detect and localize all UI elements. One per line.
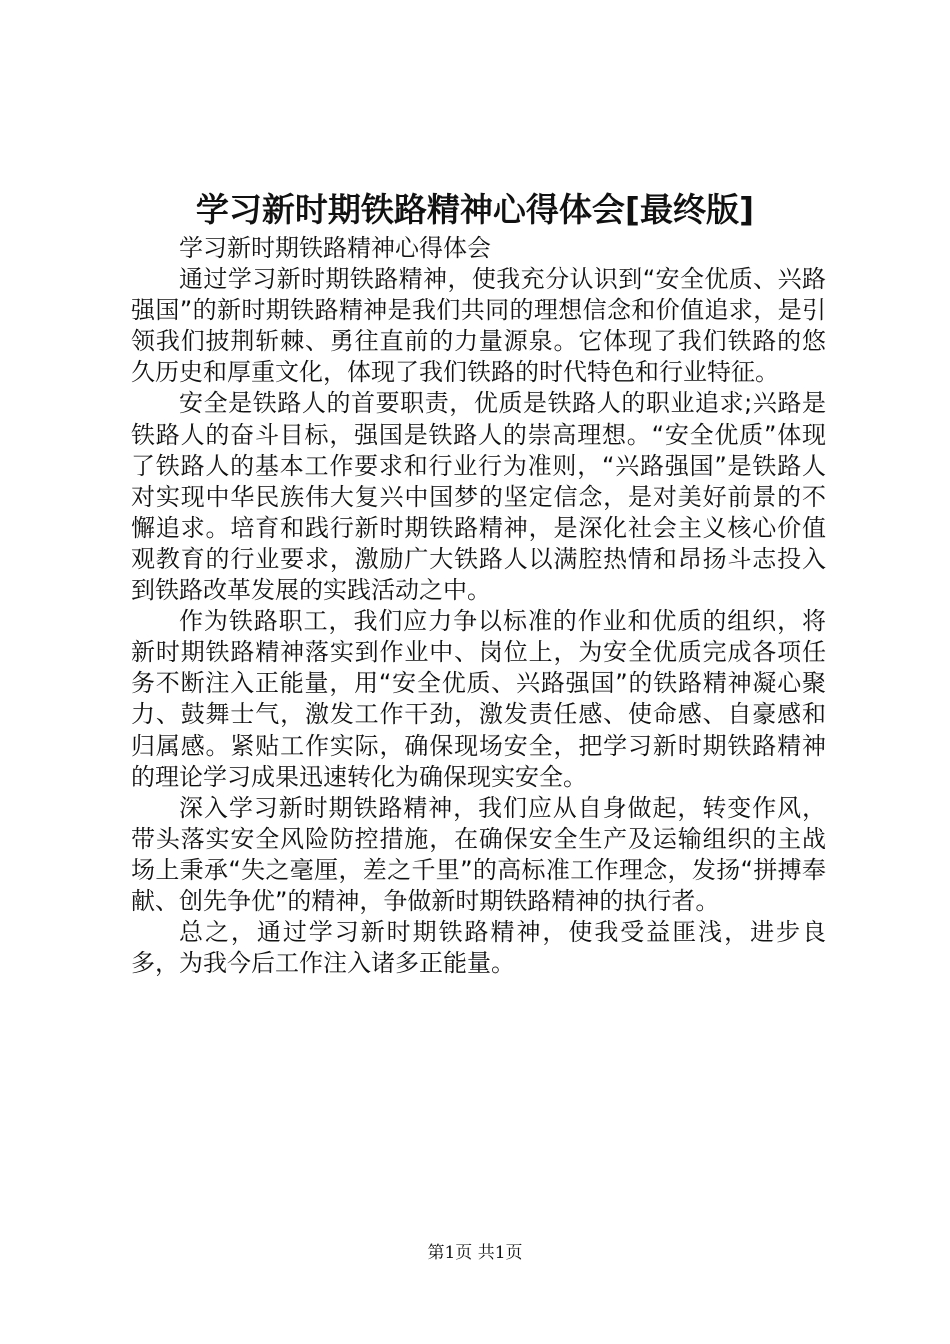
paragraph: 安全是铁路人的首要职责，优质是铁路人的职业追求;兴路是铁路人的奋斗目标，强国是铁路人的崇高理想。“安全优质”体现了铁路人的基本工作要求和行业行为准则，“兴路强国”是铁路人对实现中华民族伟大复兴中国梦的坚定信念，是对美好前景的不懈追求。培育和践行新时期铁路精神，是深化社会主义核心价值观教育的行业要求，激励广大铁路人以满腔热情和昂扬斗志投入到铁路改革发展的实践活动之中。	[131, 389, 826, 605]
document-body	[131, 233, 826, 979]
page-number-footer: 第1页 共1页	[427, 1243, 523, 1263]
paragraph: 深入学习新时期铁路精神，我们应从自身做起，转变作风，带头落实安全风险防控措施，在确保安全生产及运输组织的主战场上秉承“失之毫厘，差之千里”的高标准工作理念，发扬“拼搏奉献、创先争优”的精神，争做新时期铁路精神的执行者。	[131, 793, 826, 915]
paragraph: 作为铁路职工，我们应力争以标准的作业和优质的组织，将新时期铁路精神落实到作业中、岗位上，为安全优质完成各项任务不断注入正能量，用“安全优质、兴路强国”的铁路精神凝心聚力、鼓舞士气，激发工作干劲，激发责任感、使命感、自豪感和归属感。紧贴工作实际，确保现场安全，把学习新时期铁路精神的理论学习成果迅速转化为确保现实安全。	[131, 607, 826, 791]
document-title: 学习新时期铁路精神心得体会[最终版]	[195, 190, 755, 229]
document-subtitle: 学习新时期铁路精神心得体会	[179, 234, 491, 262]
paragraph: 总之，通过学习新时期铁路精神，使我受益匪浅，进步良多，为我今后工作注入诸多正能量。	[131, 918, 826, 978]
paragraph: 通过学习新时期铁路精神，使我充分认识到“安全优质、兴路强国”的新时期铁路精神是我们共同的理想信念和价值追求，是引领我们披荆斩棘、勇往直前的力量源泉。它体现了我们铁路的悠久历史和厚重文化，体现了我们铁路的时代特色和行业特征。	[131, 265, 826, 387]
